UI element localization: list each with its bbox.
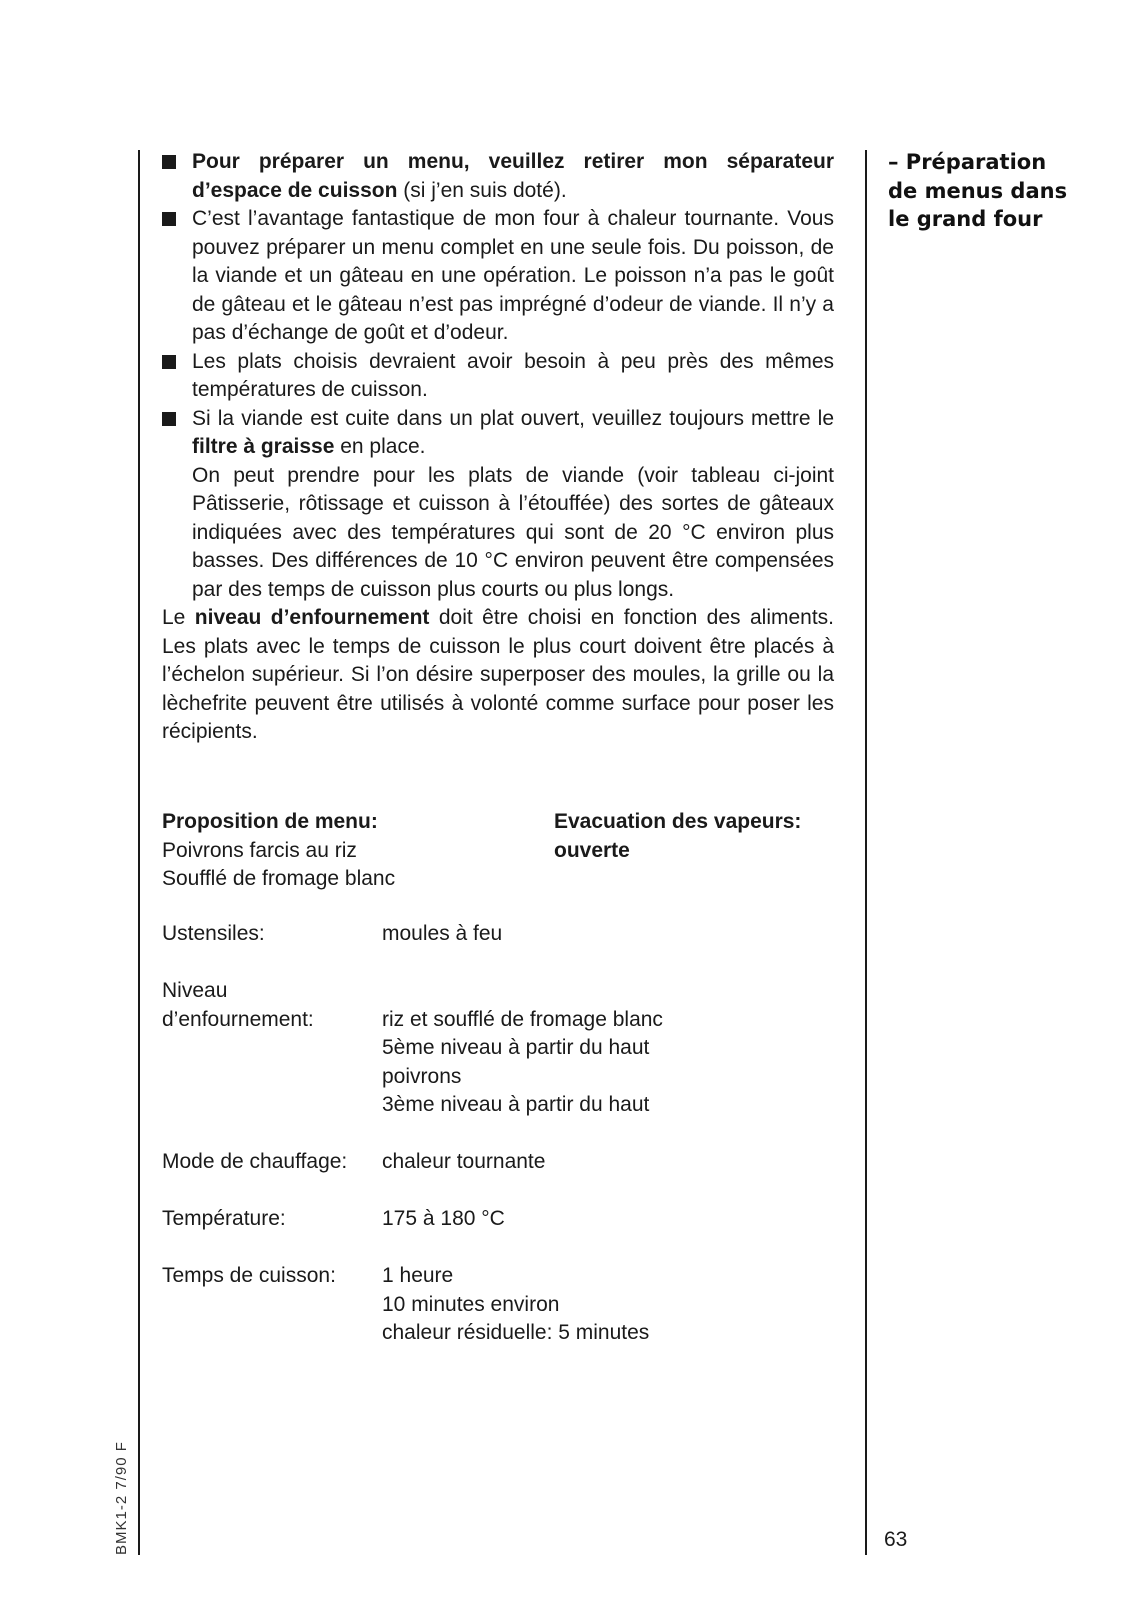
right-margin-rule bbox=[865, 150, 867, 1555]
section-title-line: de menus dans bbox=[888, 178, 1068, 203]
spec-label: Ustensiles: bbox=[162, 922, 265, 945]
bullet-item bbox=[162, 348, 834, 405]
section-title-line: – Préparation bbox=[888, 150, 1047, 174]
spec-label: Temps de cuisson: bbox=[162, 1264, 336, 1287]
section-title-line: le grand four bbox=[888, 207, 1043, 231]
bullet-item bbox=[162, 405, 834, 462]
bullet-text: Les plats choisis devraient avoir besoin à peu près des mêmes températures de cuisson. bbox=[192, 349, 834, 401]
square-bullet-icon bbox=[162, 355, 176, 369]
spec-label: d’enfournement: bbox=[162, 1007, 314, 1031]
bullet-text: C’est l’avantage fantastique de mon four à chaleur tournante. Vous pouvez préparer un menu complet en une seule fois. Du poisson, de la viande et un gâteau en une opération. Le poisson n’a pas le goût de gâteau et le gâteau n’est pas imprégné d’odeur de viande. Il n’y a pas d’échange de goût et d’odeur. bbox=[192, 207, 834, 344]
square-bullet-icon bbox=[162, 212, 176, 226]
spec-value: 1 heure bbox=[382, 1264, 454, 1287]
spec-value: 175 à 180 °C bbox=[382, 1207, 505, 1230]
menu-proposal bbox=[162, 808, 834, 894]
spec-value: chaleur tournante bbox=[382, 1150, 546, 1173]
bullet-bold-text: Pour préparer un menu, veuillez retirer mon séparateur d’espace de cuisson bbox=[192, 150, 834, 202]
bullet-text: (si j’en suis doté). bbox=[397, 178, 567, 202]
spec-row-temperature bbox=[162, 1205, 834, 1234]
spec-value: 5ème niveau à partir du haut bbox=[382, 1036, 650, 1059]
vent-value: ouverte bbox=[554, 838, 630, 862]
spec-value: riz et soufflé de fromage blanc bbox=[382, 1007, 663, 1031]
spec-value: 10 minutes environ bbox=[382, 1292, 560, 1316]
spec-label: Niveau bbox=[162, 979, 228, 1002]
page-number: 63 bbox=[884, 1528, 908, 1551]
square-bullet-icon bbox=[162, 155, 176, 169]
level-paragraph bbox=[162, 604, 834, 747]
bullet-text: en place. bbox=[334, 435, 426, 458]
spec-label: Mode de chauffage: bbox=[162, 1150, 348, 1173]
indented-paragraph: On peut prendre pour les plats de viande (voir tableau ci-joint Pâtisserie, rôtissage et cuisson à l’étouffée) des sortes de gâteaux indiquées avec des températures qui sont de 20 °C environ plus basses. Des différences de 10 °C environ peuvent être compensées par des temps de cuisson plus courts ou plus longs. bbox=[192, 463, 834, 601]
spec-row-utensils bbox=[162, 920, 834, 949]
bullet-item bbox=[162, 205, 834, 348]
spec-label: Température: bbox=[162, 1207, 286, 1230]
spec-row-heating bbox=[162, 1148, 834, 1177]
spec-value: poivrons bbox=[382, 1064, 462, 1088]
spec-value: 3ème niveau à partir du haut bbox=[382, 1093, 650, 1116]
bullet-bold-text: filtre à graisse bbox=[192, 435, 335, 458]
paragraph-bold-text: niveau d’enfournement bbox=[194, 606, 430, 629]
spec-row-level bbox=[162, 1006, 834, 1120]
section-title bbox=[888, 148, 1088, 234]
main-text bbox=[162, 148, 834, 747]
spec-row-time bbox=[162, 1262, 834, 1348]
square-bullet-icon bbox=[162, 412, 176, 426]
bullet-item bbox=[162, 148, 834, 205]
bullet-text: Si la viande est cuite dans un plat ouvert, veuillez toujours mettre le bbox=[192, 406, 834, 430]
spec-value: chaleur résiduelle: 5 minutes bbox=[382, 1321, 650, 1344]
menu-heading: Proposition de menu: bbox=[162, 810, 378, 833]
menu-item: Poivrons farcis au riz bbox=[162, 838, 357, 862]
vent-heading: Evacuation des vapeurs: bbox=[554, 810, 802, 833]
document-code: BMK1-2 7/90 F bbox=[113, 1441, 130, 1555]
spec-value: moules à feu bbox=[382, 922, 503, 945]
paragraph-text: Le bbox=[162, 606, 195, 629]
left-margin-rule bbox=[138, 150, 140, 1555]
menu-item: Soufflé de fromage blanc bbox=[162, 867, 396, 890]
paragraph-text: doit être choisi en fonction des aliments. Les plats avec le temps de cuisson le plus court doivent être placés à l’échelon supérieur. Si l’on désire superposer des moules, la grille ou la lèchefrite peuvent être utilisés à volonté comme surface pour poser les récipients. bbox=[162, 606, 835, 743]
specs-table bbox=[162, 920, 834, 1376]
